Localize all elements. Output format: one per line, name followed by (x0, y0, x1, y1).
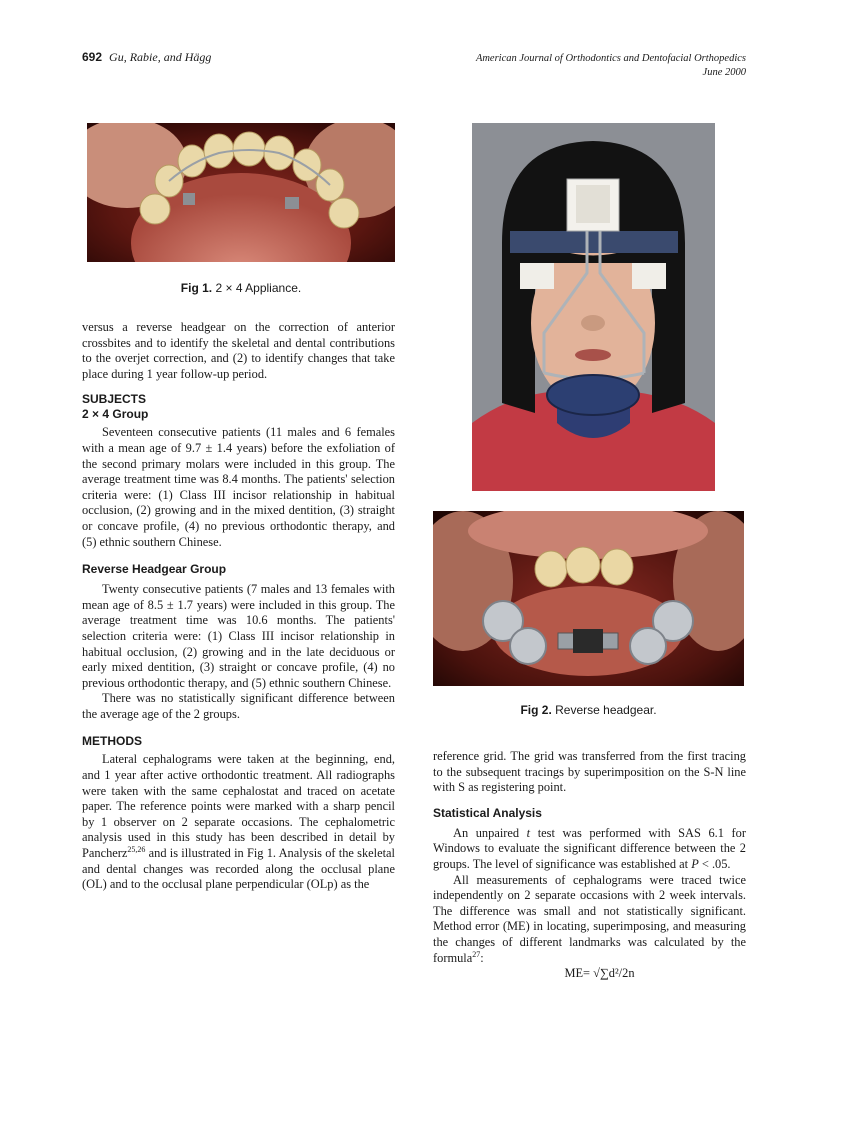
authors: Gu, Rabie, and Hägg (109, 50, 212, 64)
methods-heading: METHODS (82, 734, 142, 749)
methods-paragraph (82, 752, 395, 892)
stats-t-italic: t (526, 825, 531, 840)
methods-text-b: and is illustrated in Fig 1. Analysis of the skeletal and dental changes was recorded along the occlusal plane (OL) and to the occlusal plane perpendicular (OLp) as the (82, 846, 395, 892)
stats-colon: : (480, 950, 484, 965)
stats-paragraph-1 (433, 826, 746, 873)
figure-2-photo-face (472, 123, 715, 491)
figure-2-photo-intraoral (433, 511, 744, 686)
stats-text-3: < .05. (698, 856, 731, 871)
issue-date: June 2000 (702, 67, 746, 78)
header-right (476, 52, 746, 80)
stats-text-2: test was performed with SAS 6.1 for Windows to evaluate the significant difference between the 2 groups. The level of significance was established at (433, 825, 746, 871)
group2-paragraph: Twenty consecutive patients (7 males and 13 females with mean age of 8.5 ± 1.7 years) were included in this group. The average treatment time was 10.6 months. The patients' selection criteria were: (1) Class III incisor relationship in habitual occlusion, (2) growing and in the late deciduous or early mixed dentition, (3) straight or concave profile, (4) no previous orthodontic therapy, and (5) ethnic southern Chinese. (82, 582, 395, 690)
figure-2-caption-text: Reverse headgear. (555, 703, 657, 717)
group1-heading: 2 × 4 Group (82, 407, 149, 422)
stats-p-italic: P (691, 856, 699, 871)
subjects-heading: SUBJECTS (82, 392, 147, 407)
method-error-formula: ME= √∑d²/2n (564, 966, 635, 981)
figure-2-label: Fig 2. (520, 703, 552, 717)
continuation-paragraph: reference grid. The grid was transferred from the first tracing to the subsequent tracings by superimposition on the S-N line with S as registering point. (433, 749, 746, 795)
figure-1-caption-text: 2 × 4 Appliance. (215, 281, 302, 295)
right-column (433, 749, 746, 982)
figure-1-label: Fig 1. (180, 281, 213, 295)
figure-1-photo (87, 123, 395, 262)
figure-2-caption (433, 703, 744, 717)
journal-title: American Journal of Orthodontics and Dentofacial Orthopedics (475, 53, 746, 64)
group1-paragraph: Seventeen consecutive patients (11 males and 6 females with a mean age of 9.7 ± 1.4 years) before the exfoliation of the second primary molars were included in this group. The average treatment time was 8.4 months. The patients' selection criteria were: (1) Class III incisor relationship in habitual occlusion, (2) growing and in the mixed dentition, (3) straight or concave profile, (4) no previous orthodontic therapy, and (5) ethnic southern Chinese. (82, 425, 395, 549)
stats-reference: 27 (472, 949, 481, 959)
methods-reference: 25,26 (127, 844, 146, 854)
stats-text-4: All measurements of cephalograms were traced twice independently on 2 separate occasions with 2 week intervals. The difference was small and not statistically significant. Method error (ME) in locating, superimposing, and measuring the changes of different landmarks was calculated by the formula (433, 872, 746, 965)
stats-text-1: An unpaired (453, 825, 527, 840)
group2-paragraph-2: There was no statistically significant difference between the average age of the 2 groups. (82, 691, 395, 721)
figure-1-caption (87, 281, 395, 295)
statistical-analysis-heading: Statistical Analysis (433, 805, 542, 820)
page-number: 692 (82, 50, 103, 64)
left-column (82, 320, 395, 893)
intro-paragraph: versus a reverse headgear on the correction of anterior crossbites and to identify the skeletal and dental contributions to the overjet correction, and (2) to identify changes that take place during 1 year follow-up period. (82, 320, 395, 381)
group2-heading: Reverse Headgear Group (82, 562, 227, 577)
methods-text-a: Lateral cephalograms were taken at the beginning, end, and 1 year after active orthodontic treatment. All radiographs were taken with the same cephalostat and traced on acetate paper. The reference points were marked with a sharp pencil by 1 observer on 2 separate occasions. The cephalometric analysis used in this study has been described in detail by Pancherz (82, 752, 395, 861)
stats-paragraph-2 (433, 873, 746, 967)
header-left (82, 50, 211, 65)
